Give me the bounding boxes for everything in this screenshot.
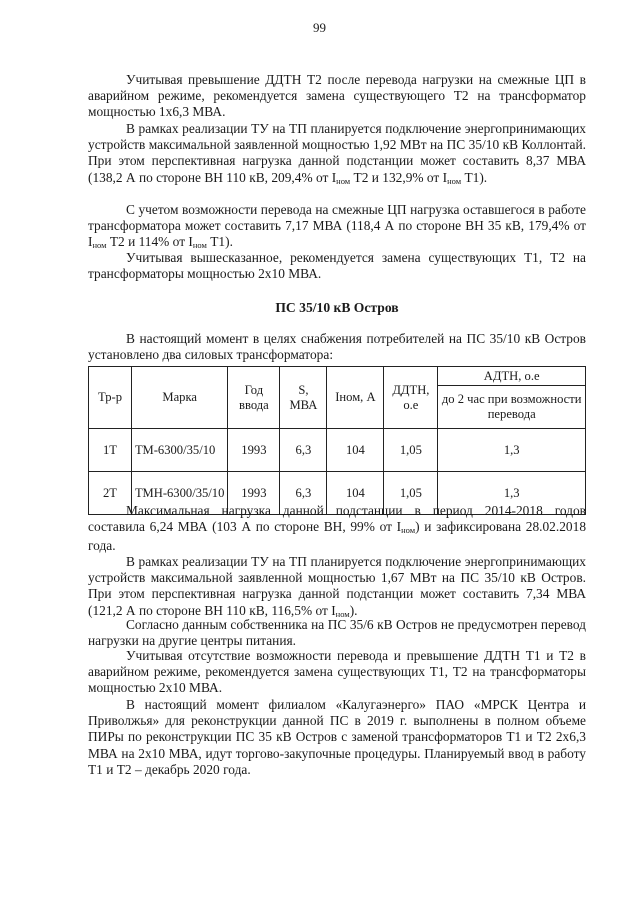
text-segment: Т1). <box>461 169 488 185</box>
subscript-nom: ном <box>336 175 351 186</box>
cell-rated-current: 104 <box>327 472 384 515</box>
subscript-nom: ном <box>192 240 207 251</box>
text-segment: ) и зафиксирована 28.02.2018 года. <box>88 519 587 554</box>
cell-ddtn: 1,05 <box>384 472 438 515</box>
paragraph-load-transfer <box>88 202 586 254</box>
text-segment: Т2 и 114% от I <box>106 234 193 250</box>
subscript-nom: ном <box>92 240 107 251</box>
subscript-nom: ном <box>335 608 350 619</box>
paragraph-reconstruction: В настоящий момент филиалом «Калугаэнерго» ПАО «МРСК Центра и Приволжья» для реконструкции данной ПС в 2019 г. выполнены в полном объеме ПИРы по реконструкции ПС 35 кВ Остров с заменой трансформаторов Т1 и Т2 2x6,3 МВА на 2x10 МВА, идут торгово-закупочные процедуры. Планируемый ввод в работу Т1 и Т2 – декабрь 2020 года. <box>88 697 586 777</box>
paragraph-t2-replacement: Учитывая превышение ДДТН Т2 после перевода нагрузки на смежные ЦП в аварийном режиме, рекомендуется замена существующего Т2 на трансформатор мощностью 1x6,3 МВА. <box>88 72 586 120</box>
text-segment: В рамках реализации ТУ на ТП планируется подключение энергопринимающих устройств максимальной заявленной мощностью 1,92 МВт на ПС 35/10 кВ Коллонтай. При этом перспективная нагрузка данной подстанции может составить 8,37 МВА (138,2 А по стороне ВН 110 кВ, 209,4% от I <box>88 121 586 185</box>
cell-transformer: 1Т <box>89 429 132 472</box>
cell-brand: ТМН-6300/35/10 <box>132 472 228 515</box>
paragraph-owner-data: Согласно данным собственника на ПС 35/6 кВ Остров не предусмотрен перевод нагрузки на другие центры питания. <box>88 617 586 649</box>
cell-adtn: 1,3 <box>438 429 586 472</box>
header-adtn: АДТН, о.е <box>438 367 586 386</box>
text-segment: Т2 и 132,9% от I <box>350 169 448 185</box>
section-heading: ПС 35/10 кВ Остров <box>275 300 399 315</box>
page-number: 99 <box>313 20 326 35</box>
header-transformer: Тр-р <box>89 367 132 429</box>
header-ddtn: ДДТН, о.е <box>384 367 438 429</box>
paragraph-kollontai-recommendation: Учитывая вышесказанное, рекомендуется замена существующих Т1, Т2 на трансформаторы мощностью 2x10 МВА. <box>88 250 586 282</box>
text-segment: ). <box>349 602 358 618</box>
cell-brand: ТМ-6300/35/10 <box>132 429 228 472</box>
text-segment: В рамках реализации ТУ на ТП планируется подключение энергопринимающих устройств максимальной заявленной мощностью 1,67 МВт на ПС 35/10 кВ Остров. При этом перспективная нагрузка данной подстанции может составить 7,34 МВА (121,2 А по стороне ВН 110 кВ, 116,5% от I <box>88 554 586 618</box>
transformers-table <box>88 366 586 515</box>
cell-adtn: 1,3 <box>438 472 586 515</box>
cell-transformer: 2Т <box>89 472 132 515</box>
cell-power: 6,3 <box>280 429 327 472</box>
text-segment: С учетом возможности перевода на смежные ЦП нагрузка оставшегося в работе трансформатора может составить 7,17 МВА (118,4 А по стороне ВН 35 кВ, 179,4% от I <box>88 202 586 250</box>
paragraph-kollontai-connection <box>88 121 586 189</box>
cell-rated-current: 104 <box>327 429 384 472</box>
cell-year: 1993 <box>228 472 280 515</box>
paragraph-ostrov-recommendation: Учитывая отсутствие возможности перевода и превышение ДДТН Т1 и Т2 в аварийном режиме, рекомендуется замена существующих Т1, Т2 на трансформаторы мощностью 2x10 МВА. <box>88 648 586 696</box>
header-rated-current: Iном, А <box>327 367 384 429</box>
paragraph-ostrov-intro: В настоящий момент в целях снабжения потребителей на ПС 35/10 кВ Остров установлено два силовых трансформатора: <box>88 331 586 363</box>
header-year: Год ввода <box>228 367 280 429</box>
header-power: S, МВА <box>280 367 327 429</box>
text-segment: Максимальная нагрузка данной подстанции в период 2014-2018 годов составила 6,24 МВА (103 А по стороне ВН, 99% от I <box>88 503 586 535</box>
subscript-nom: ном <box>401 525 416 536</box>
header-adtn-sub: до 2 час при возможности перевода <box>438 386 586 429</box>
cell-power: 6,3 <box>280 472 327 515</box>
subscript-nom: ном <box>447 175 462 186</box>
header-brand: Марка <box>132 367 228 429</box>
paragraph-max-load <box>88 503 586 555</box>
paragraph-ostrov-connection <box>88 554 586 622</box>
cell-year: 1993 <box>228 429 280 472</box>
table-row <box>89 429 586 472</box>
cell-ddtn: 1,05 <box>384 429 438 472</box>
text-segment: Т1). <box>206 234 233 250</box>
